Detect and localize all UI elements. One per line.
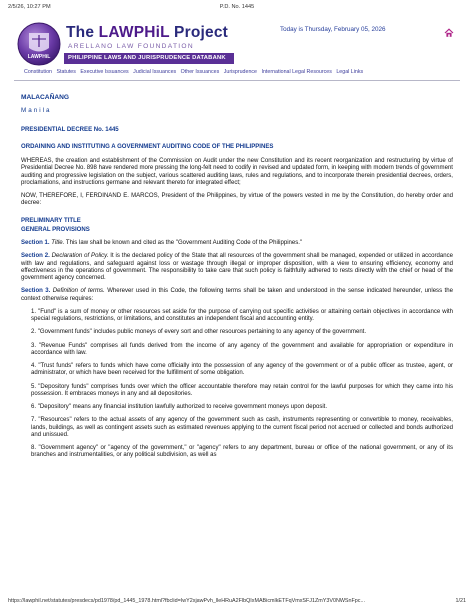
definition-item: 2. "Government funds" includes public moneys of every sort and other resources pertaining to any agency of the government.	[31, 329, 367, 336]
definition-item: 4. "Trust funds" refers to funds which have come officially into the possession of any agency of the government or of a public officer as trustee, agent, or administrator, or which have been received for the fulfillment of some obligation.	[31, 363, 453, 377]
nav-judicial-issuances[interactable]: Judicial Issuances	[133, 69, 177, 75]
section-3-label: Section 3.	[21, 288, 51, 295]
section-2-title: Declaration of Policy.	[51, 253, 109, 260]
now-therefore-clause: NOW, THEREFORE, I, FERDINAND E. MARCOS, President of the Philippines, by virtue of the powers vested in me by the Constitution, do hereby order and decree:	[21, 193, 453, 207]
malacanang-heading: MALACAÑANG	[21, 94, 69, 101]
nav-jurisprudence[interactable]: Jurisprudence	[223, 69, 257, 75]
lawphil-logo[interactable]	[16, 21, 62, 67]
print-footer	[8, 598, 466, 608]
definition-item: 1. "Fund" is a sum of money or other resources set aside for the purpose of carrying out specific activities or attaining certain objectives in accordance with special regulations, restrictions, or limitations, and constitutes an independent fiscal and accounting entity.	[31, 308, 453, 322]
site-title[interactable]: The LAWPHiL Project	[66, 24, 229, 41]
print-page-title: P.D. No. 1445	[219, 4, 255, 10]
preliminary-title: PRELIMINARY TITLE	[21, 217, 81, 224]
databank-strip: PHILIPPINE LAWS AND JURISPRUDENCE DATABANK	[64, 53, 234, 64]
site-subtitle: ARELLANO LAW FOUNDATION	[68, 43, 194, 50]
decree-title: ORDAINING AND INSTITUTING A GOVERNMENT AUDITING CODE OF THE PHILIPPINES	[21, 143, 274, 150]
definition-item: 7. "Resources" refers to the actual assets of any agency of the government such as cash, instruments representing or convertible to money, receivables, lands, buildings, as well as contingent assets such as estimated revenues applying to the current fiscal period not accrued or collected and bonds authorized and unissued.	[31, 417, 453, 438]
header-divider	[14, 80, 460, 81]
nav-international-legal-resources[interactable]: International Legal Resources	[261, 69, 332, 75]
decree-document	[21, 94, 453, 466]
nav-constitution[interactable]: Constitution	[24, 69, 52, 75]
definition-item: 3. "Revenue Funds" comprises all funds derived from the income of any agency of the government and available for appropriation or expenditure in accordance with law.	[31, 342, 453, 356]
home-icon[interactable]	[444, 28, 454, 38]
whereas-clause: WHEREAS, the creation and establishment of the Commission on Audit under the new Constitution and its recent reorganization and restructuring by virtue of Presidential Decree No. 898 have rendered more pressing the long-felt need to codify in revised and updated form, in keeping with modern trends of government auditing and progressive legislation on the subject, various scattered auditing laws, rules and regulations, and to incorporate therein presidential decrees, orders, proclamations, and instructions germane and relevant thereto for integrated effect;	[21, 158, 453, 186]
logo-text: LAWPHiL	[27, 54, 51, 60]
nav-executive-issuances[interactable]: Executive Issuances	[80, 69, 129, 75]
nav-other-issuances[interactable]: Other Issuances	[180, 69, 220, 75]
site-banner	[12, 20, 462, 70]
print-datetime: 2/5/26, 10:27 PM	[8, 4, 51, 10]
section-1-title: Title.	[51, 240, 65, 246]
section-1-label: Section 1.	[21, 240, 50, 246]
nav-legal-links[interactable]: Legal Links	[336, 69, 364, 75]
print-url[interactable]: https://lawphil.net/statutes/presdecs/pd1978/pd_1445_1978.html?fbclid=IwY2xjawPvh_lleHRuA2FlbQIxMABicmlkETFqVmxSFJ1ZmY3V0NWSnFpc...	[8, 598, 365, 604]
print-page-number: 1/21	[455, 598, 466, 604]
nav-statutes[interactable]: Statutes	[56, 69, 76, 75]
main-nav	[24, 69, 452, 79]
today-date: Today is Thursday, February 05, 2026	[280, 26, 386, 33]
section-2	[21, 253, 453, 282]
section-3	[21, 288, 453, 303]
definition-item: 8. "Government agency" or "agency of the government," or "agency" refers to any department, bureau or office of the national government, or any of its branches and instrumentalities, or any political subdivision, as well as	[31, 445, 453, 459]
definition-item: 5. "Depository funds" comprises funds over which the officer accountable therefore may retain control for the lawful purposes for which they came into his possession. It embraces moneys in any and all depositories.	[31, 383, 453, 397]
section-2-text: It is the declared policy of the State that all resources of the government shall be managed, expended or utilized in accordance with law and regulations, and safeguard against loss or wastage through illegal or improper disposition, with a view to ensuring efficiency, economy and effectiveness in the operations of government. The responsibility to take care that such policy is faithfully adhered to rests directly with the chief or head of the government agency concerned.	[21, 253, 453, 281]
section-3-title: Definition of terms.	[52, 288, 105, 295]
definition-item: 6. "Depository" means any financial institution lawfully authorized to receive government moneys upon deposit.	[31, 404, 328, 410]
section-2-label: Section 2.	[21, 253, 50, 260]
section-3-text: Wherever used in this Code, the following terms shall be taken and understood in the sense indicated hereunder, unless the context otherwise requires:	[21, 288, 453, 302]
section-1-text: This law shall be known and cited as the "Government Auditing Code of the Philippines."	[64, 240, 303, 246]
manila-heading: Manila	[21, 107, 52, 115]
general-provisions-title: GENERAL PROVISIONS	[21, 226, 90, 233]
decree-number: PRESIDENTIAL DECREE No. 1445	[21, 126, 119, 133]
print-header	[8, 4, 466, 14]
section-1	[21, 240, 453, 247]
